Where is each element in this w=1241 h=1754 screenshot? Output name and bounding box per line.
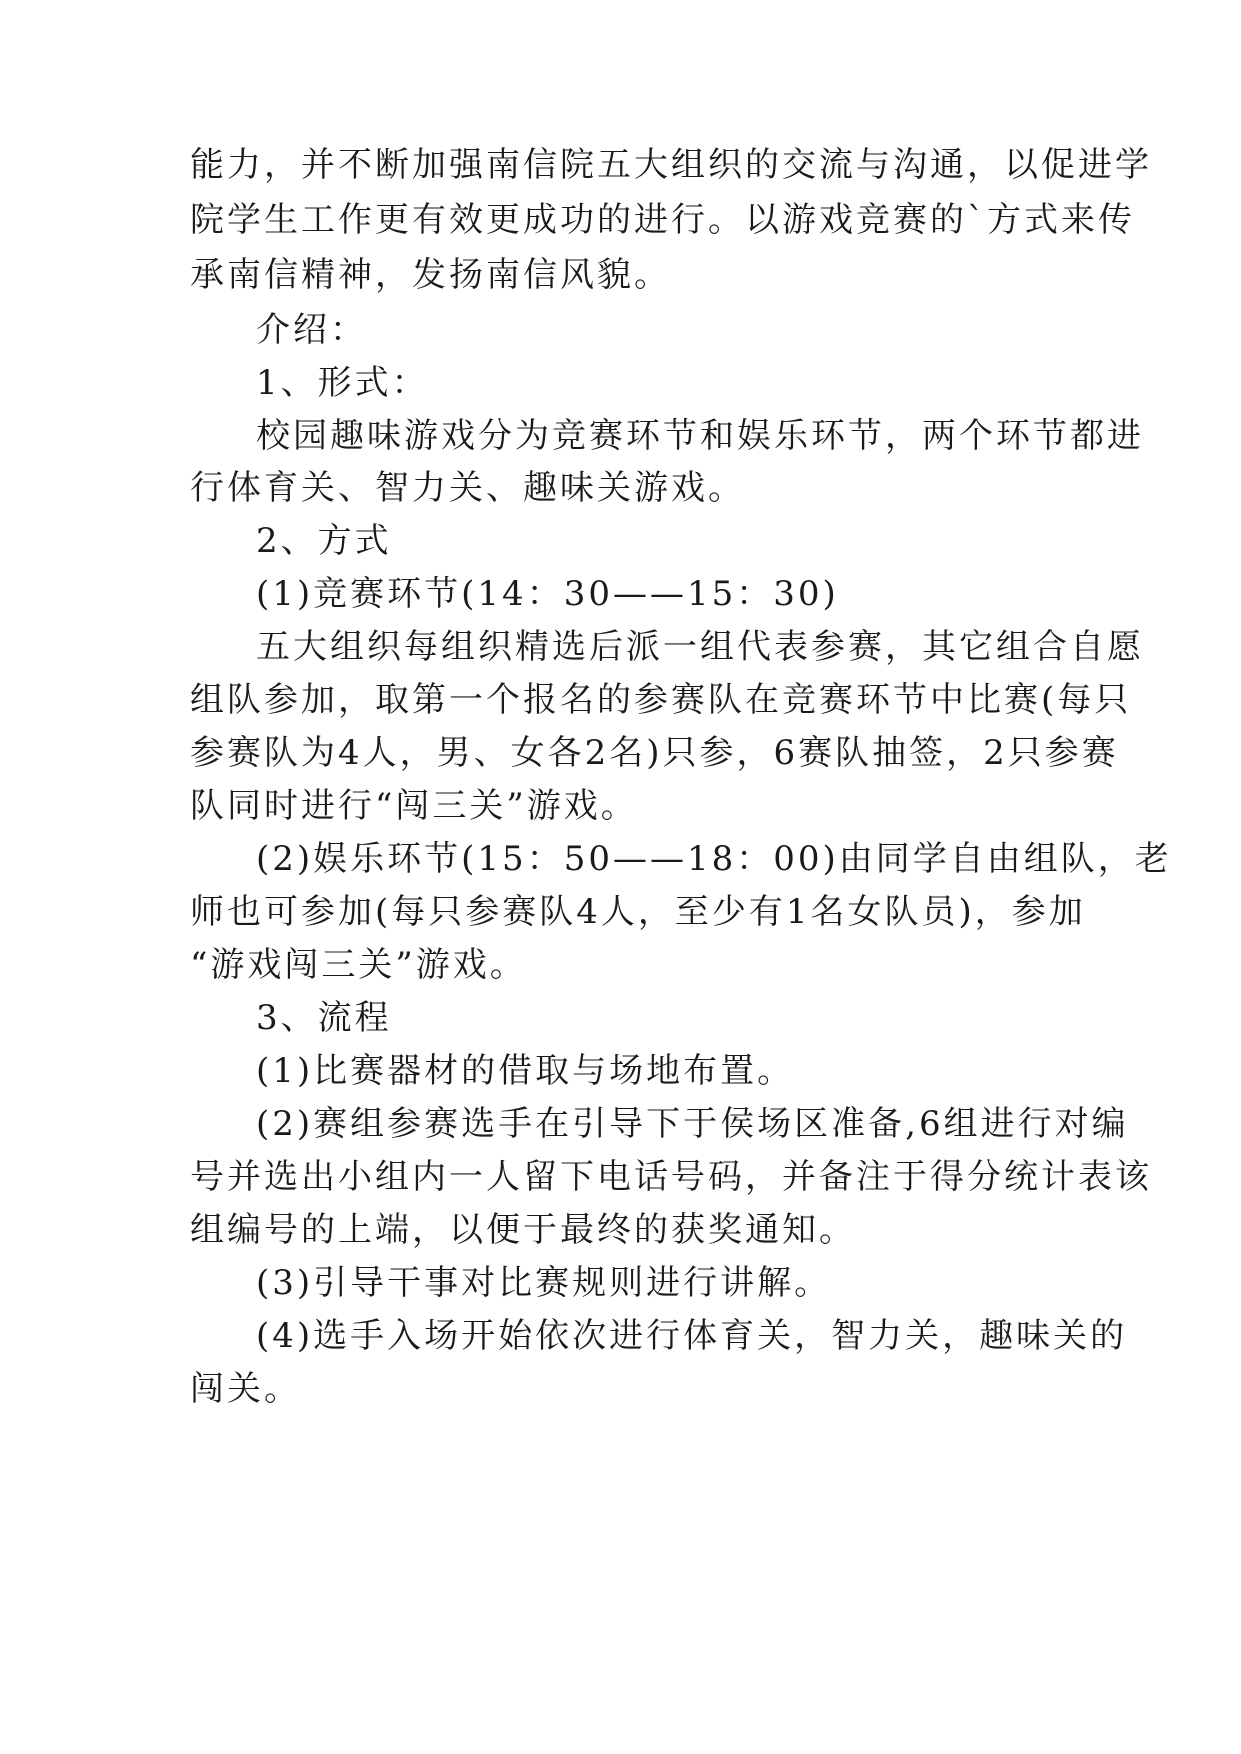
process-step-1: (1)比赛器材的借取与场地布置。 <box>256 1051 795 1091</box>
paragraph-format-line-2: 行体育关、智力关、趣味关游戏。 <box>190 468 745 508</box>
heading-format: 1、形式： <box>256 363 429 403</box>
paragraph-purpose-line-3: 承南信精神，发扬南信风貌。 <box>190 255 671 295</box>
paragraph-entertainment-line-3: “游戏闯三关”游戏。 <box>190 945 527 985</box>
paragraph-purpose-line-2: 院学生工作更有效更成功的进行。以游戏竞赛的`方式来传 <box>190 200 1135 240</box>
process-step-4-line-2: 闯关。 <box>190 1369 301 1409</box>
heading-method: 2、方式 <box>256 521 392 561</box>
paragraph-competition-line-4: 队同时进行“闯三关”游戏。 <box>190 786 638 826</box>
process-step-2-line-1: (2)赛组参赛选手在引导下于侯场区准备,6组进行对编 <box>256 1104 1129 1144</box>
paragraph-format-line-1: 校园趣味游戏分为竞赛环节和娱乐环节，两个环节都进 <box>256 416 1144 456</box>
heading-introduction: 介绍： <box>256 310 367 350</box>
subheading-competition: (1)竞赛环节(14：30——15：30) <box>256 574 839 614</box>
process-step-2-line-3: 组编号的上端，以便于最终的获奖通知。 <box>190 1210 856 1250</box>
paragraph-entertainment-line-1: (2)娱乐环节(15：50——18：00)由同学自由组队，老 <box>256 839 1172 879</box>
paragraph-entertainment-line-2: 师也可参加(每只参赛队4人，至少有1名女队员)，参加 <box>190 892 1086 932</box>
paragraph-purpose-line-1: 能力，并不断加强南信院五大组织的交流与沟通，以促进学 <box>190 145 1152 185</box>
heading-process: 3、流程 <box>256 998 392 1038</box>
process-step-4-line-1: (4)选手入场开始依次进行体育关，智力关，趣味关的 <box>256 1316 1128 1356</box>
process-step-3: (3)引导干事对比赛规则进行讲解。 <box>256 1263 832 1303</box>
paragraph-competition-line-1: 五大组织每组织精选后派一组代表参赛，其它组合自愿 <box>256 627 1144 667</box>
process-step-2-line-2: 号并选出小组内一人留下电话号码，并备注于得分统计表该 <box>190 1157 1152 1197</box>
paragraph-competition-line-3: 参赛队为4人，男、女各2名)只参，6赛队抽签，2只参赛 <box>190 733 1119 773</box>
paragraph-competition-line-2: 组队参加，取第一个报名的参赛队在竞赛环节中比赛(每只 <box>190 680 1132 720</box>
